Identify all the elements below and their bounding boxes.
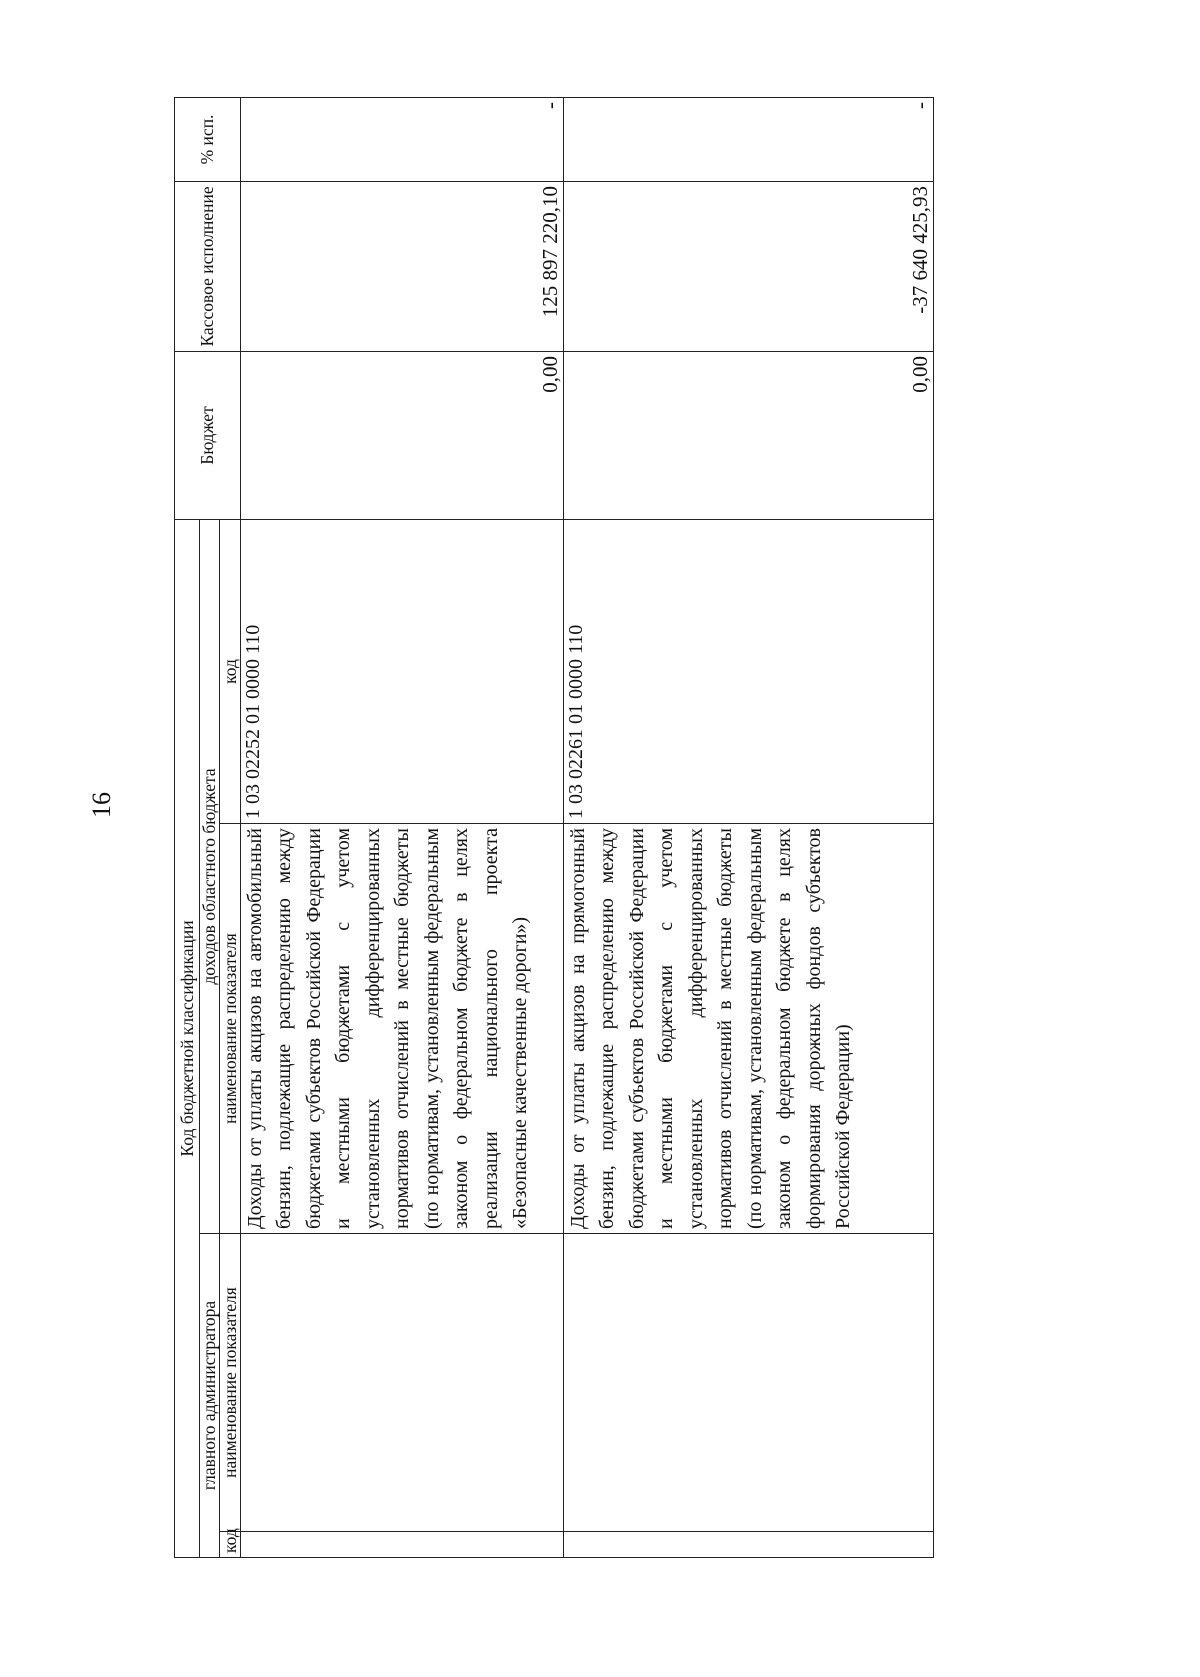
revenue-name-header: наименование показателя (220, 824, 241, 1234)
revenue-name-cell: Доходы от уплаты акцизов на автомобильный бензин, подлежащие распределению между бюджетами субъектов Российской Федерации и местными бюджетами с учетом установленных дифференцированных нормативов отчислений в местные бюджеты (по нормативам, установленным федеральным законом о федеральном бюджете в целях реализации национального проекта «Безопасные качественные дороги») (240, 824, 563, 1234)
revenue-name-cell: Доходы от уплаты акцизов на прямогонный бензин, подлежащие распределению между бюджетами субъектов Российской Федерации и местными бюджетами с учетом установленных дифференцированных нормативов отчислений в местные бюджеты (по нормативам, установленным федеральным законом о федеральном бюджете в целях формирования дорожных фондов субъектов Российской Федерации) (563, 824, 933, 1234)
revenue-table-wrapper (174, 98, 934, 1558)
admin-name-cell (240, 1234, 563, 1532)
percent-header: % исп. (175, 97, 241, 181)
budget-header: Бюджет (175, 351, 241, 519)
revenue-code-cell: 1 03 02252 01 0000 110 (240, 519, 563, 823)
table-row (563, 97, 933, 1557)
budget-cell: 0,00 (240, 351, 563, 519)
admin-group-header: главного администратора (199, 1234, 220, 1558)
admin-code-cell (563, 1532, 933, 1558)
revenue-table (174, 97, 934, 1558)
admin-name-header: наименование показателя (220, 1234, 241, 1532)
cash-execution-header: Кассовое исполнение (175, 181, 241, 351)
percent-cell: - (563, 97, 933, 181)
budget-cell: 0,00 (563, 351, 933, 519)
admin-code-header: код (220, 1532, 241, 1558)
admin-code-cell (240, 1532, 563, 1558)
admin-name-cell (563, 1234, 933, 1532)
revenue-code-cell: 1 03 02261 01 0000 110 (563, 519, 933, 823)
classification-header: Код бюджетной классификации (175, 519, 200, 1557)
table-row (240, 97, 563, 1557)
percent-cell: - (240, 97, 563, 181)
revenue-code-header: код (220, 519, 241, 823)
cash-cell: -37 640 425,93 (563, 181, 933, 351)
cash-cell: 125 897 220,10 (240, 181, 563, 351)
page-number: 16 (87, 792, 116, 818)
revenue-group-header: доходов областного бюджета (199, 519, 220, 1233)
